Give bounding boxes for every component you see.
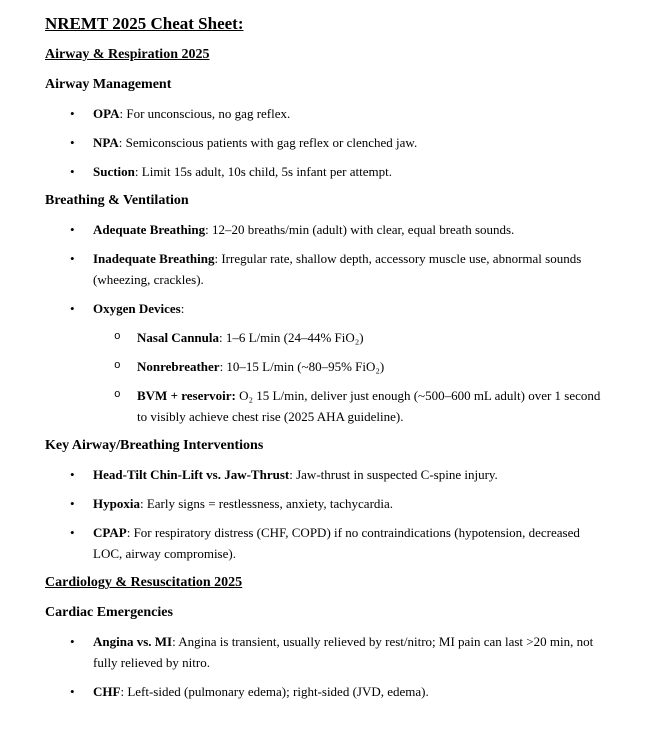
bullet-adequate-breathing <box>45 219 610 240</box>
bullet-dot-icon: • <box>70 164 75 179</box>
bullet-dot-icon: • <box>70 496 75 511</box>
bullet-term: Nonrebreather <box>137 359 220 374</box>
section-heading-cardiology-resuscitation: Cardiology & Resuscitation 2025 <box>45 575 243 590</box>
bullet-term: CHF <box>93 684 121 699</box>
bullet-inadequate-breathing <box>45 248 610 290</box>
bullet-head-tilt <box>45 464 610 485</box>
bullet-dot-icon: • <box>70 684 75 699</box>
bullet-dot-icon: • <box>70 467 75 482</box>
bullet-term: Hypoxia <box>93 496 140 511</box>
circle-bullet-icon: o <box>114 389 121 401</box>
circle-bullet-icon: o <box>114 331 121 343</box>
bullet-term: BVM + reservoir: <box>137 388 236 403</box>
bullet-opa <box>45 103 610 124</box>
bullet-angina-vs-mi <box>45 631 610 673</box>
bullet-text: O₂ 15 L/min, deliver just enough (~500–600 mL adult) over 1 second to visibly achieve chest rise (2025 AHA guideline). <box>137 388 601 424</box>
bullet-term: Adequate Breathing <box>93 222 206 237</box>
bullet-text: : 10–15 L/min (~80–95% FiO₂) <box>219 359 385 374</box>
bullet-text: : For unconscious, no gag reflex. <box>119 106 291 121</box>
bullet-term: Angina vs. MI <box>93 634 173 649</box>
subbullet-nonrebreather <box>45 356 610 377</box>
bullet-term: Nasal Cannula <box>137 330 219 345</box>
group-heading-cardiac-emergencies: Cardiac Emergencies <box>45 605 173 620</box>
subbullet-nasal-cannula <box>45 327 610 348</box>
bullet-text: : Left-sided (pulmonary edema); right-sided (JVD, edema). <box>120 684 429 699</box>
bullet-text: : 12–20 breaths/min (adult) with clear, equal breath sounds. <box>205 222 515 237</box>
bullet-text: : Limit 15s adult, 10s child, 5s infant per attempt. <box>134 164 392 179</box>
circle-bullet-icon: o <box>114 360 121 372</box>
bullet-term: Inadequate Breathing <box>93 251 215 266</box>
bullet-term: Head-Tilt Chin-Lift vs. Jaw-Thrust <box>93 467 290 482</box>
subbullet-bvm-reservoir <box>45 385 610 427</box>
bullet-hypoxia <box>45 493 610 514</box>
bullet-suction <box>45 161 610 182</box>
group-heading-airway-management: Airway Management <box>45 77 172 92</box>
bullet-term: Oxygen Devices <box>93 301 181 316</box>
bullet-dot-icon: • <box>70 525 75 540</box>
bullet-dot-icon: • <box>70 634 75 649</box>
bullet-text: : Irregular rate, shallow depth, accessory muscle use, abnormal sounds (wheezing, crackles). <box>93 251 582 287</box>
bullet-term: OPA <box>93 106 120 121</box>
bullet-text: : Angina is transient, usually relieved by rest/nitro; MI pain can last >20 min, not fully relieved by nitro. <box>93 634 594 670</box>
bullet-text: : <box>180 301 185 316</box>
bullet-text: : Early signs = restlessness, anxiety, tachycardia. <box>139 496 394 511</box>
bullet-term: NPA <box>93 135 119 150</box>
bullet-term: Suction <box>93 164 135 179</box>
bullet-oxygen-devices <box>45 298 610 319</box>
bullet-text: : 1–6 L/min (24–44% FiO₂) <box>219 330 364 345</box>
bullet-dot-icon: • <box>70 301 75 316</box>
bullet-text: : Semiconscious patients with gag reflex or clenched jaw. <box>118 135 418 150</box>
bullet-cpap <box>45 522 610 564</box>
bullet-dot-icon: • <box>70 222 75 237</box>
bullet-term: CPAP <box>93 525 127 540</box>
bullet-npa <box>45 132 610 153</box>
section-heading-airway-respiration: Airway & Respiration 2025 <box>45 47 210 62</box>
bullet-dot-icon: • <box>70 106 75 121</box>
group-heading-breathing-ventilation: Breathing & Ventilation <box>45 193 189 208</box>
group-heading-key-interventions: Key Airway/Breathing Interventions <box>45 438 264 453</box>
bullet-chf <box>45 681 610 702</box>
bullet-text: : For respiratory distress (CHF, COPD) if no contraindications (hypotension, decreased LOC, airway compromise). <box>93 525 580 561</box>
document-title: NREMT 2025 Cheat Sheet: <box>45 14 244 33</box>
bullet-dot-icon: • <box>70 135 75 150</box>
bullet-dot-icon: • <box>70 251 75 266</box>
bullet-text: : Jaw-thrust in suspected C-spine injury. <box>289 467 498 482</box>
